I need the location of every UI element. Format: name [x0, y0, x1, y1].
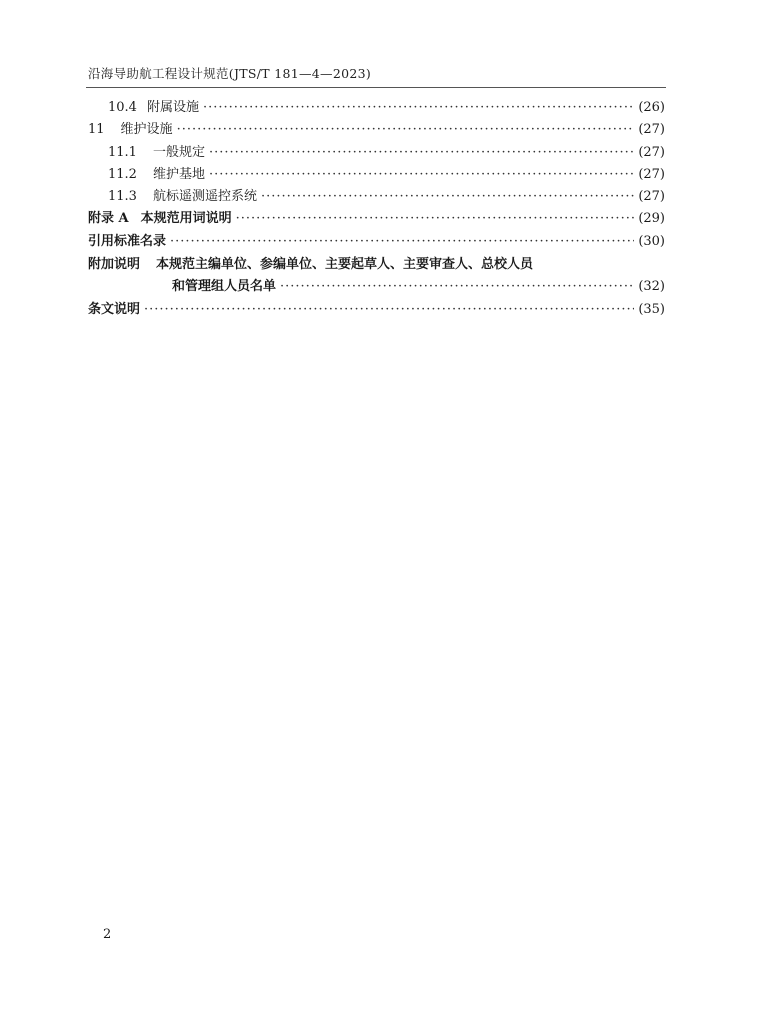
toc-title: 维护设施: [120, 122, 173, 137]
dot-leader: [209, 143, 634, 163]
toc-page: (27): [638, 167, 665, 182]
toc-entry-additional-notes-line2[interactable]: [172, 277, 665, 297]
page-number: 2: [103, 927, 112, 942]
toc-entry-explanation[interactable]: [88, 300, 665, 320]
toc-number: 10.4: [108, 100, 137, 115]
running-header: 沿海导助航工程设计规范(JTS/T 181—4—2023): [88, 66, 372, 81]
toc-number: 附加说明: [88, 257, 141, 272]
toc-title: 附属设施: [146, 100, 199, 115]
toc-number: 11.2: [108, 167, 137, 182]
toc-title: 航标遥测遥控系统: [152, 189, 257, 204]
toc-entry-references[interactable]: [88, 232, 665, 252]
toc-entry-additional-notes-line1[interactable]: [88, 255, 533, 275]
dot-leader: [280, 277, 634, 297]
toc-entry-10-4[interactable]: [108, 98, 665, 118]
toc-entry-appendix-a[interactable]: [88, 209, 665, 229]
header-rule: [86, 87, 666, 88]
toc-page: (26): [638, 100, 665, 115]
dot-leader: [177, 120, 635, 140]
toc-title: 维护基地: [152, 167, 205, 182]
toc-title: 一般规定: [152, 145, 205, 160]
toc-page: (27): [638, 145, 665, 160]
dot-leader: [261, 187, 634, 207]
dot-leader: [236, 209, 635, 229]
toc-title: 本规范用词说明: [140, 211, 232, 226]
toc-page: (29): [638, 211, 665, 226]
toc-entry-11-1[interactable]: [108, 143, 665, 163]
toc-number: 11: [88, 122, 105, 137]
toc-number: 11.1: [108, 145, 137, 160]
toc-page: (32): [638, 279, 665, 294]
toc-title: 引用标准名录: [88, 234, 167, 249]
toc-page: (27): [638, 122, 665, 137]
toc-page: (27): [638, 189, 665, 204]
toc-title-continued: 和管理组人员名单: [172, 279, 277, 294]
dot-leader: [203, 98, 634, 118]
toc-page: (35): [638, 302, 665, 317]
toc-title: 条文说明: [88, 302, 141, 317]
dot-leader: [144, 300, 634, 320]
dot-leader: [209, 165, 634, 185]
dot-leader: [170, 232, 634, 252]
toc-title: 本规范主编单位、参编单位、主要起草人、主要审查人、总校人员: [156, 257, 534, 272]
toc-entry-11-2[interactable]: [108, 165, 665, 185]
toc-entry-11[interactable]: [88, 120, 665, 140]
toc-page: (30): [638, 234, 665, 249]
toc-number: 附录 A: [88, 211, 129, 226]
toc-number: 11.3: [108, 189, 137, 204]
toc-entry-11-3[interactable]: [108, 187, 665, 207]
